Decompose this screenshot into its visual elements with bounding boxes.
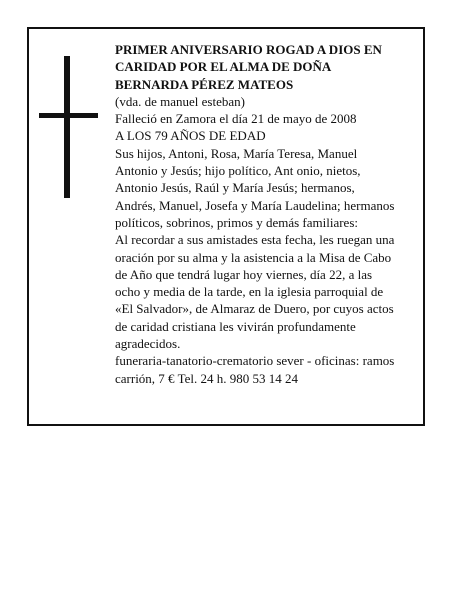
death-info: Falleció en Zamora el día 21 de mayo de 2008: [115, 111, 357, 127]
age-line: A LOS 79 AÑOS DE EDAD: [115, 128, 266, 144]
family-list: Sus hijos, Antoni, Rosa, María Teresa, Manuel Antonio y Jesús; hijo político, Ant onio, nietos, Antonio Jesús, Raúl y María Jesús; hermanos, Andrés, Manuel, Josefa y María Laudelina; hermanos políticos, sobrinos, primos y demás familiares:: [115, 145, 395, 230]
obituary-notice: [27, 27, 425, 426]
latin-cross-icon: [39, 56, 98, 198]
notice-heading: PRIMER ANIVERSARIO ROGAD A DIOS EN CARIDAD POR EL ALMA DE DOÑA BERNARDA PÉREZ MATEOS: [115, 42, 382, 92]
funeral-home-info: funeraria-tanatorio-crematorio sever - oficinas: ramos carrión, 7 € Tel. 24 h. 980 53 14 24: [115, 353, 395, 386]
cross-horizontal-bar: [39, 113, 98, 118]
notice-text: [115, 41, 397, 387]
cross-vertical-bar: [64, 56, 70, 198]
mass-invitation: Al recordar a sus amistades esta fecha, les ruegan una oración por su alma y la asistencia a la Misa de Cabo de Año que tendrá lugar hoy viernes, día 22, a las ocho y media de la tarde, en la iglesia parroquial de «El Salvador», de Almaraz de Duero, por cuyos actos de caridad cristiana les vivirán profundamente agradecidos.: [115, 232, 395, 352]
widow-of-line: (vda. de manuel esteban): [115, 93, 245, 109]
